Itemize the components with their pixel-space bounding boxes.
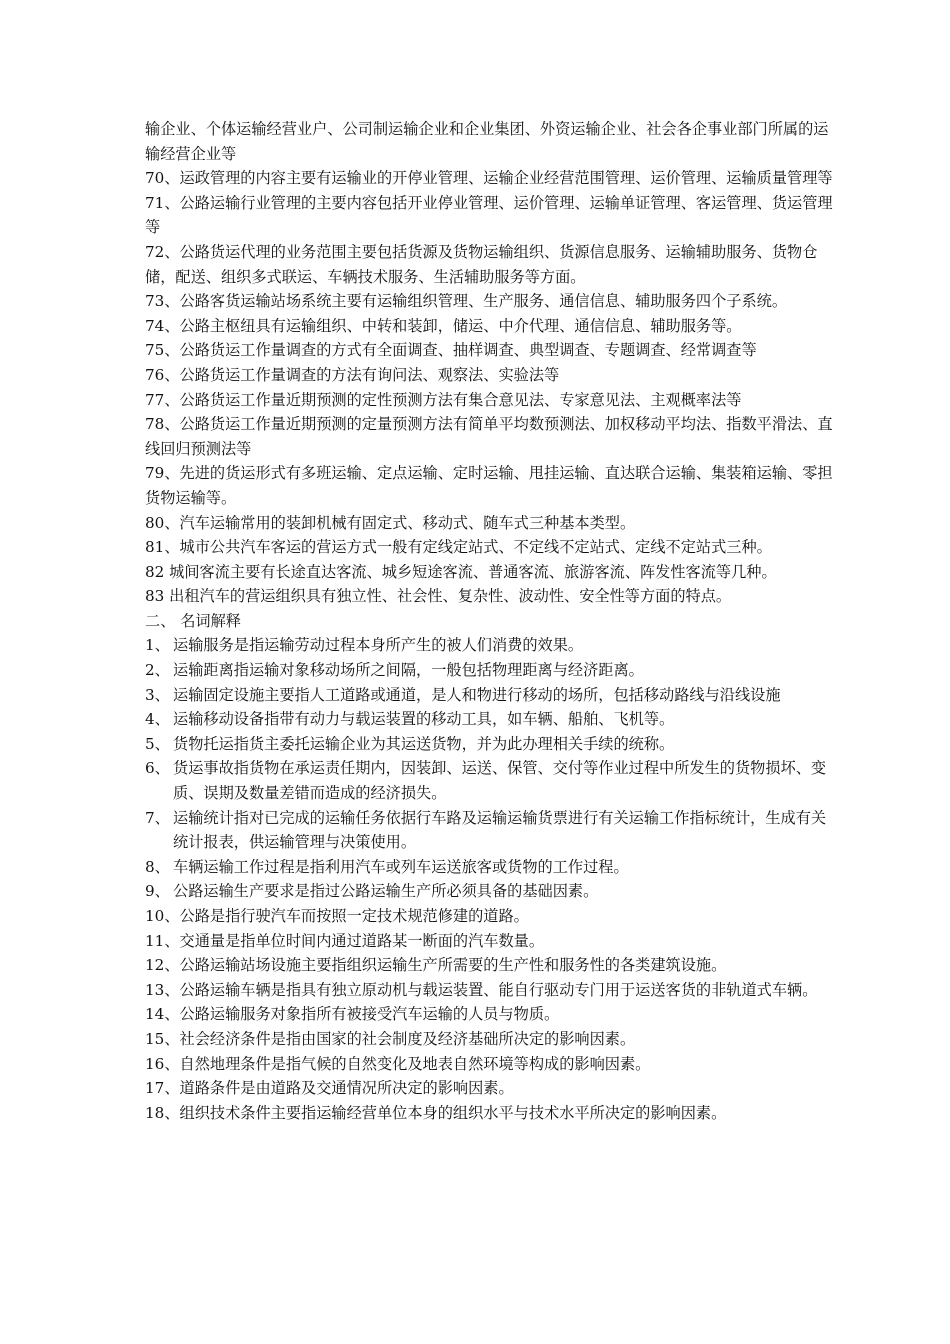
- definition-text: 运输统计指对已完成的运输任务依据行车路及运输运输货票进行有关运输工作指标统计，生成有关统计报表，供运输管理与决策使用。: [173, 808, 827, 852]
- paragraph: 72、公路货运代理的业务范围主要包括货源及货物运输组织、货源信息服务、运输辅助服务、货物仓储，配送、组织多式联运、车辆技术服务、生活辅助服务等方面。: [145, 242, 818, 286]
- definition-paragraph: 13、公路运输车辆是指具有独立原动机与载运装置、能自行驱动专门用于运送客货的非轨道式车辆。: [145, 980, 818, 999]
- definition-number: 2、: [145, 661, 170, 680]
- definition-paragraph: 17、道路条件是由道路及交通情况所决定的影响因素。: [145, 1079, 514, 1098]
- document-page: [145, 117, 835, 1125]
- definition-number: 9、: [145, 882, 170, 901]
- definition-text: 运输固定设施主要指人工道路或通道，是人和物进行移动的场所，包括移动路线与沿线设施: [173, 685, 781, 704]
- definition-number: 1、: [145, 636, 170, 655]
- definition-item: [145, 633, 835, 658]
- definition-text: 运输距离指运输对象移动场所之间隔，一般包括物理距离与经济距离。: [173, 661, 644, 680]
- definition-item: [145, 658, 835, 683]
- paragraph: 70、运政管理的内容主要有运输业的开停业管理、运输企业经营范围管理、运价管理、运输质量管理等: [145, 169, 833, 188]
- definition-paragraph: 14、公路运输服务对象指所有被接受汽车运输的人员与物质。: [145, 1005, 560, 1024]
- definition-number: 6、: [145, 759, 170, 778]
- definition-number: 8、: [145, 857, 170, 876]
- definition-item: [145, 806, 835, 855]
- paragraph: 输企业、个体运输经营业户、公司制运输企业和企业集团、外资运输企业、社会各企事业部门所属的运输经营企业等: [145, 120, 829, 163]
- definition-paragraph: 12、公路运输站场设施主要指组织运输生产所需要的生产性和服务性的各类建筑设施。: [145, 956, 727, 975]
- paragraph: 79、先进的货运形式有多班运输、定点运输、定时运输、甩挂运输、直达联合运输、集装箱运输、零担货物运输等。: [145, 464, 833, 507]
- definition-item: [145, 707, 835, 732]
- paragraph: 83 出租汽车的营运组织具有独立性、社会性、复杂性、波动性、安全性等方面的特点。: [145, 587, 732, 606]
- definition-paragraph: 11、交通量是指单位时间内通过道路某一断面的汽车数量。: [145, 931, 545, 950]
- paragraph: 73、公路客货运输站场系统主要有运输组织管理、生产服务、通信信息、辅助服务四个子系统。: [145, 292, 788, 311]
- definition-number: 3、: [145, 685, 170, 704]
- definition-item: [145, 683, 835, 708]
- paragraph: 75、公路货运工作量调查的方式有全面调查、抽样调查、典型调查、专题调查、经常调查等: [145, 341, 757, 360]
- definition-text: 货运事故指货物在承运责任期内，因装卸、运送、保管、交付等作业过程中所发生的货物损坏、变质、误期及数量差错而造成的经济损失。: [173, 759, 827, 803]
- paragraph: 77、公路货运工作量近期预测的定性预测方法有集合意见法、专家意见法、主观概率法等: [145, 390, 742, 409]
- paragraph: 80、汽车运输常用的装卸机械有固定式、移动式、随车式三种基本类型。: [145, 513, 636, 532]
- paragraph: 76、公路货运工作量调查的方法有询问法、观察法、实验法等: [145, 365, 560, 384]
- paragraph: 81、城市公共汽车客运的营运方式一般有定线定站式、不定线不定站式、定线不定站式三种。: [145, 538, 772, 557]
- paragraph: 82 城间客流主要有长途直达客流、城乡短途客流、普通客流、旅游客流、阵发性客流等几种。: [145, 562, 777, 581]
- definition-item: [145, 756, 835, 805]
- definition-item: [145, 855, 835, 880]
- definition-item: [145, 879, 835, 904]
- section-heading: 二、 名词解释: [145, 611, 241, 630]
- paragraph: 71、公路运输行业管理的主要内容包括开业停业管理、运价管理、运输单证管理、客运管理、货运管理等: [145, 193, 833, 237]
- definition-text: 公路运输生产要求是指过公路运输生产所必须具备的基础因素。: [173, 882, 599, 901]
- definition-number: 4、: [145, 710, 170, 729]
- paragraph: 74、公路主枢纽具有运输组织、中转和装卸，储运、中介代理、通信信息、辅助服务等。: [145, 316, 742, 335]
- definition-paragraph: 18、组织技术条件主要指运输经营单位本身的组织水平与技术水平所决定的影响因素。: [145, 1103, 727, 1122]
- definition-text: 车辆运输工作过程是指利用汽车或列车运送旅客或货物的工作过程。: [173, 857, 629, 876]
- definition-number: 7、: [145, 808, 170, 827]
- definition-item: [145, 732, 835, 757]
- definition-text: 运输移动设备指带有动力与载运装置的移动工具，如车辆、船舶、飞机等。: [173, 710, 675, 729]
- definition-paragraph: 10、公路是指行驶汽车而按照一定技术规范修建的道路。: [145, 907, 529, 925]
- definition-number: 5、: [145, 734, 170, 753]
- definition-paragraph: 15、社会经济条件是指由国家的社会制度及经济基础所决定的影响因素。: [145, 1029, 636, 1048]
- definition-text: 货物托运指货主委托运输企业为其运送货物，并为此办理相关手续的统称。: [173, 734, 675, 753]
- paragraph: 78、公路货运工作量近期预测的定量预测方法有简单平均数预测法、加权移动平均法、指数平滑法、直线回归预测法等: [145, 415, 833, 458]
- definition-paragraph: 16、自然地理条件是指气候的自然变化及地表自然环境等构成的影响因素。: [145, 1054, 651, 1073]
- definition-text: 运输服务是指运输劳动过程本身所产生的被人们消费的效果。: [173, 636, 584, 655]
